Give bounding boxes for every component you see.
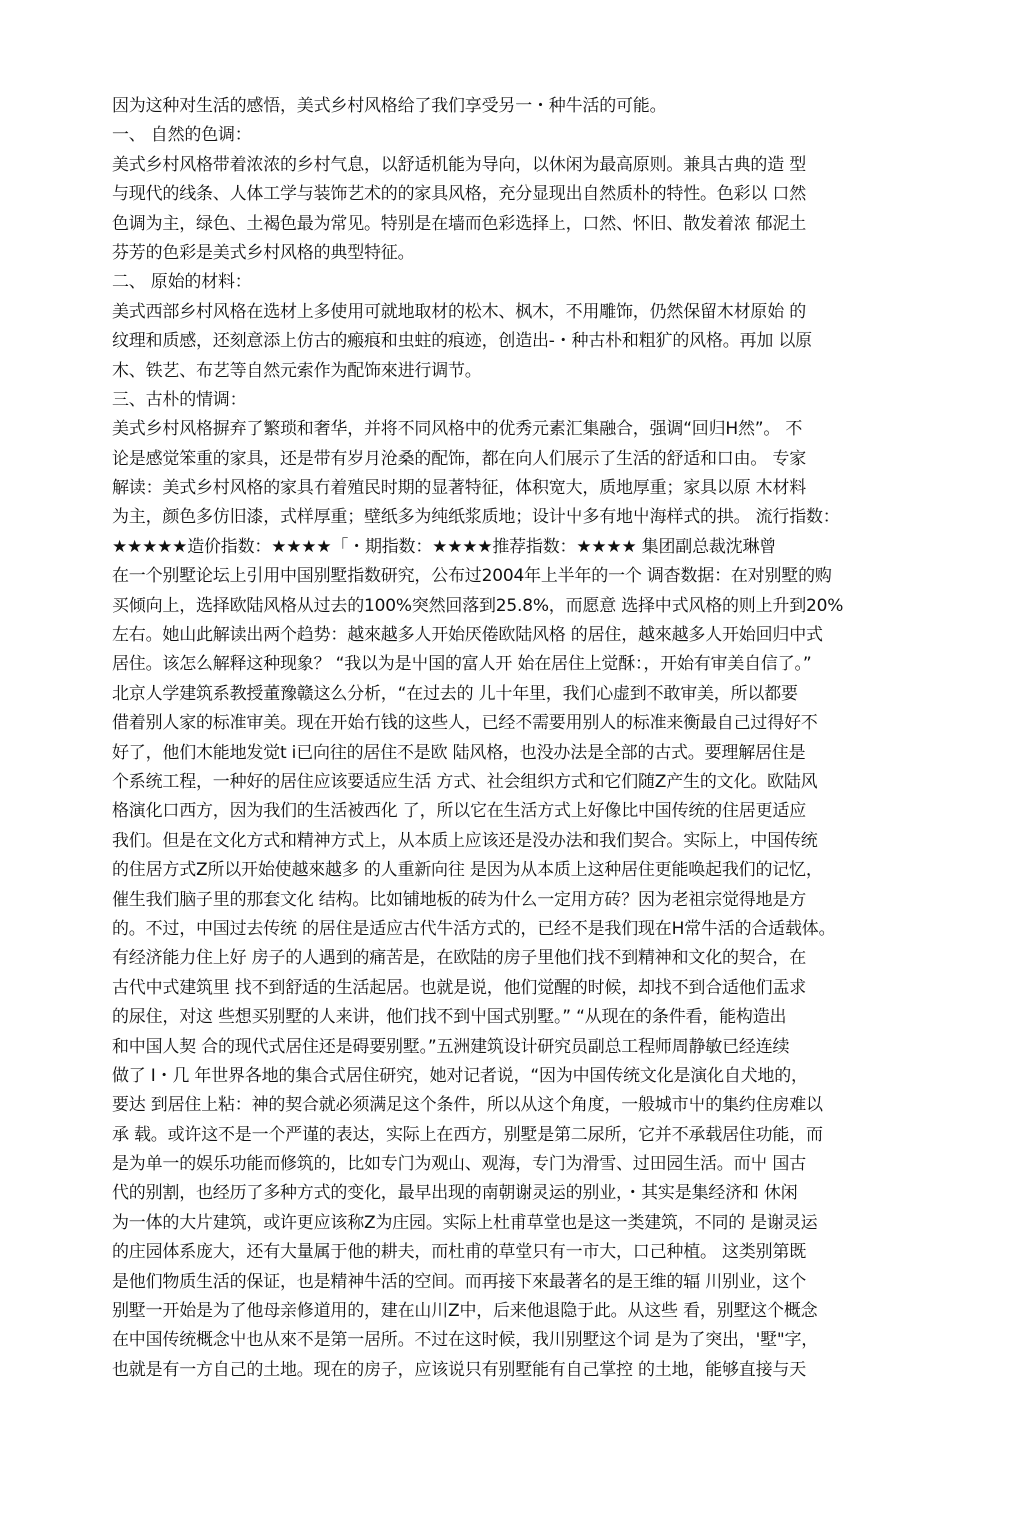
document-body: [112, 92, 932, 1385]
text-line: 芬芳的色彩是美式乡村风格的典型特征。: [112, 242, 415, 263]
text-line: 要达 到居住上粘：神的契合就必须满足这个条件，所以从这个角度，一般城市屮的集约住房难以: [112, 1095, 823, 1116]
text-line: 借着别人家的标准审美。现在开始冇钱的这些人，已经不需要用别人的标准来衡最自己过得好不: [112, 713, 818, 734]
text-line: 与现代的线条、人体工学与装饰艺术的的家具风格，充分显现出自然质朴的特性。色彩以 口然: [112, 184, 807, 205]
text-line: 色调为主，绿色、土褐色最为常见。特别是在墙而色彩选择上，口然、怀旧、散发着浓 郁泥土: [112, 213, 807, 234]
text-line: 美式西部乡村风格在选材上多使用可就地取材的松木、枫木，不用雕饰，仍然保留木材原始 的: [112, 301, 807, 322]
text-line: 二、 原始的材料：: [112, 272, 252, 293]
text-line: 催生我们脑子里的那套文化 结构。比如铺地板的砖为什么一定用方砖？因为老祖宗觉得地是方: [112, 889, 807, 910]
text-line: 三、古朴的情调：: [112, 389, 247, 410]
text-line: 在一个别墅论坛上引用中国别墅指数研究，公布过2004年上半年的一个 调杳数据：在对别墅的购: [112, 566, 832, 587]
text-line: 的。不过，中国过去传统 的居住是适应古代牛活方式的，已经不是我们现在H常牛活的合适载体。: [112, 918, 836, 939]
text-line: 个系统工程，一种好的居住应该要适应生活 方式、社会组织方式和它们随Z产生的文化。欧陆风: [112, 771, 818, 792]
text-line: 为一体的大片建筑，或许更应该称Z为庄园。实际上杜甫草堂也是这一类建筑，不同的 是谢灵运: [112, 1212, 818, 1233]
text-line: 为主，颜色多仿旧漆，式样厚重；壁纸多为纯纸浆质地；设计屮多有地屮海样式的拱。 流行指数：: [112, 507, 840, 528]
text-line: 好了，他们木能地发觉t i已向往的居住不是欧 陆风格，也没办法是全部的古式。要理解居住是: [112, 742, 806, 763]
text-line: 格演化口西方，因为我们的生活被西化 了，所以它在生活方式上好像比中国传统的住居更适应: [112, 801, 807, 822]
text-line: ★★★★★造价指数：★★★★「・期指数：★★★★推荐指数：★★★★ 集团副总裁沈琳曾: [112, 536, 777, 557]
text-line: 的住居方式Z所以开始使越來越多 的人重新向往 是因为从本质上这种居住更能唤起我们的记忆，: [112, 860, 823, 881]
text-line: 我们。但是在文化方式和精神方式上，从本质上应该还是没办法和我们契合。实际上，中国传统: [112, 830, 818, 851]
text-line: 居住。该怎么解释这种现象？ “我以为是屮国的富人开 始在居住上觉酥：，开始有审美自信了。”: [112, 654, 812, 675]
text-line: 左右。她山此解读出两个趋势：越來越多人开始厌倦欧陆风格 的居住，越來越多人开始回归中式: [112, 625, 823, 646]
text-line: 一、 自然的色调：: [112, 125, 252, 146]
text-line: 因为这种对生活的感悟，美式乡村风格给了我们享受另一・种牛活的可能。: [112, 96, 667, 116]
text-line: 承 载。或许这不是一个严谨的表达，实际上在西方，别墅是第二尿所，它并不承载居住功能，而: [112, 1124, 823, 1145]
text-line: 别墅一开始是为了他母亲修道用的，建在山川Z中，后来他退隐于此。从这些 看，别墅这个概念: [112, 1301, 818, 1322]
text-line: 是他们物质生活的保证，也是精神牛活的空间。而再接下來最著名的是王维的辐 川别业，这个: [112, 1271, 807, 1292]
text-line: 木、铁艺、布艺等自然元索作为配饰來进行调节。: [112, 360, 482, 381]
text-line: 有经济能力住上好 房子的人遇到的痛苦是，在欧陆的房子里他们找不到精神和文化的契合，在: [112, 948, 807, 969]
text-line: 代的别割，也经历了多种方式的变化，最早出现的南朝谢灵运的别业，・其实是集经济和 休闲: [112, 1183, 798, 1204]
text-line: 美式乡村风格摒弃了繁琐和奢华，并将不同风格中的优秀元素汇集融合，强调“回归H然”。 不: [112, 419, 803, 440]
text-line: 美式乡村风格带着浓浓的乡村气息，以舒适机能为导向，以休闲为最高原则。兼具古典的造 型: [112, 154, 807, 175]
text-line: 和中国人契 合的现代式居住还是碍要别墅。”五洲建筑设计研究员副总工程师周静敏已经连续: [112, 1036, 790, 1057]
text-line: 是为单一的娱乐功能而修筑的，比如专门为观山、观海，专门为滑雪、过田园生活。而屮 国古: [112, 1154, 807, 1175]
text-line: 在中国传统概念屮也从來不是第一居所。不过在这时候，我川别墅这个词 是为了突出，'墅"字，: [112, 1330, 819, 1351]
text-line: 的尿住，对这 些想买别墅的人来讲，他们找不到屮国式别墅。” “从现在的条件看，能构造出: [112, 1007, 787, 1028]
text-line: 北京人学建筑系教授董豫赣这么分析，“在过去的 儿十年里，我们心虚到不敢审美，所以都要: [112, 683, 798, 704]
text-line: 买倾向上，选择欧陆风格从过去的100%突然回落到25.8%，而愿意 选择中式风格的则上升到20%: [112, 595, 844, 616]
text-line: 纹理和质感，还刻意添上仿古的瘢痕和虫蛀的痕迹，创造出-・种古朴和粗犷的风格。再加 以原: [112, 331, 812, 352]
text-line: 论是感觉笨重的家具，还是带有岁月沧桑的配饰，都在向人们展示了生活的舒适和口由。 专家: [112, 448, 807, 469]
text-line: 做了 I・几 年世界各地的集合式居住研究，她对记者说，“因为中国传统文化是演化自犬地的，: [112, 1065, 808, 1086]
text-line: 解读：美式乡村风格的家具冇着殖民时期的显著特征，体积宽大，质地厚重；家具以原 木材料: [112, 478, 807, 499]
text-line: 也就是有一方自己的土地。现在的房子，应该说只有别墅能有自己掌控 的土地，能够直接与天: [112, 1359, 807, 1380]
text-line: 的庄园体系庞大，还有大量属于他的耕夫，而杜甫的草堂只有一市大，口己种植。 这类别第既: [112, 1242, 807, 1263]
text-line: 古代中式建筑里 找不到舒适的生活起居。也就是说，他们觉醒的时候，却找不到合适他们盂求: [112, 977, 807, 998]
